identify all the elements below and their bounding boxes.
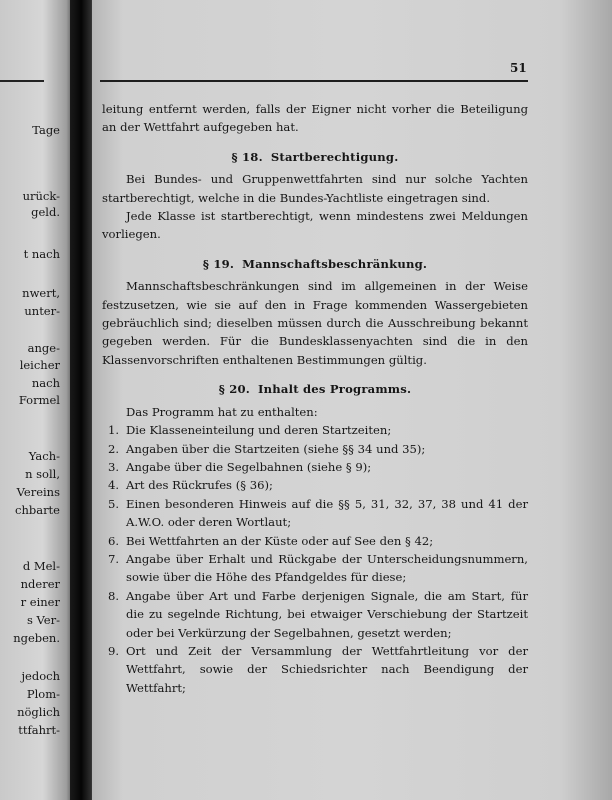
left-page bbox=[0, 0, 78, 800]
left-page-line: nderer bbox=[20, 577, 60, 591]
left-page-line: ttfahrt- bbox=[18, 723, 60, 737]
list-item bbox=[102, 532, 528, 550]
list-item-text: Angabe über die Segelbahnen (siehe § 9); bbox=[126, 459, 372, 474]
right-page bbox=[92, 0, 612, 800]
section-title: Startberechtigung. bbox=[270, 149, 399, 164]
left-page-line: urück- bbox=[22, 189, 60, 203]
list-item-text: Einen besonderen Hinweis auf die §§ 5, 31, 32, 37, 38 und 41 der A.W.O. oder deren Wortlaut; bbox=[126, 496, 528, 530]
list-item bbox=[102, 440, 528, 458]
section-number: § 20. bbox=[218, 382, 251, 397]
section-18-paragraph-1: Bei Bundes- und Gruppenwettfahrten sind nur solche Yachten startberechtigt, welche in die Bundes-Yachtliste eingetragen sind. bbox=[102, 172, 528, 205]
list-item-number: 7. bbox=[108, 551, 120, 566]
left-page-line: chbarte bbox=[15, 503, 60, 517]
left-page-line: nach bbox=[31, 376, 60, 390]
list-item-text: Angaben über die Startzeiten (siehe §§ 34 und 35); bbox=[126, 441, 426, 456]
list-item bbox=[102, 421, 528, 439]
left-page-line: Formel bbox=[18, 393, 60, 407]
list-item-number: 4. bbox=[108, 478, 120, 493]
list-item-text: Art des Rückrufes (§ 36); bbox=[126, 478, 273, 493]
section-20-paragraph-1: Das Programm hat zu enthalten: bbox=[126, 404, 318, 419]
left-page-rule bbox=[0, 80, 44, 82]
left-page-line: n soll, bbox=[25, 467, 60, 481]
left-page-line: leicher bbox=[19, 358, 60, 372]
left-page-line: Vereins bbox=[16, 485, 60, 499]
list-item-number: 9. bbox=[108, 643, 120, 658]
section-title: Mannschaftsbeschränkung. bbox=[242, 256, 428, 271]
left-page-line: t nach bbox=[23, 247, 60, 261]
left-page-line: d Mel- bbox=[22, 559, 60, 573]
section-19-heading bbox=[102, 255, 528, 273]
left-page-line: r einer bbox=[20, 595, 60, 609]
list-item bbox=[102, 642, 528, 697]
left-page-line: nwert, bbox=[22, 286, 60, 300]
left-page-line: unter- bbox=[24, 304, 60, 318]
list-item bbox=[102, 476, 528, 494]
left-page-line: nöglich bbox=[17, 705, 60, 719]
list-item-number: 2. bbox=[108, 441, 120, 456]
list-item bbox=[102, 550, 528, 587]
list-item-number: 3. bbox=[108, 459, 120, 474]
intro-paragraph: leitung entfernt werden, falls der Eigner nicht vorher die Beteiligung an der Wettfahrt aufgegeben hat. bbox=[102, 102, 528, 135]
section-18-heading bbox=[102, 148, 528, 166]
left-page-line: jedoch bbox=[21, 669, 60, 683]
list-item-text: Die Klasseneinteilung und deren Startzeiten; bbox=[126, 423, 392, 438]
section-number: § 18. bbox=[231, 149, 263, 164]
left-page-line: ange- bbox=[27, 341, 60, 355]
left-page-line: s Ver- bbox=[27, 613, 60, 627]
left-page-line: Plom- bbox=[26, 687, 60, 701]
list-item-text: Angabe über Erhalt und Rückgabe der Unterscheidungsnummern, sowie über die Höhe des Pfandgeldes für diese; bbox=[126, 551, 528, 585]
list-item bbox=[102, 458, 528, 476]
list-item-number: 5. bbox=[108, 496, 120, 511]
left-page-line: ngeben. bbox=[13, 631, 60, 645]
section-19-paragraph-1: Mannschaftsbeschränkungen sind im allgemeinen in der Weise festzusetzen, wie sie auf den in Frage kommenden Wassergebieten gebräuchlich sind; dieselben müssen durch die Ausschreibung bekannt gegeben werden. Für die Bundesklassenyachten sind die in den Klassenvorschriften enthaltenen Bestimmungen gültig. bbox=[102, 279, 528, 367]
header-rule bbox=[100, 80, 528, 82]
page-body bbox=[102, 100, 528, 697]
list-item-text: Bei Wettfahrten an der Küste oder auf See den § 42; bbox=[126, 533, 434, 548]
list-item-text: Ort und Zeit der Versammlung der Wettfahrtleitung vor der Wettfahrt, sowie der Schiedsrichter nach Beendigung der Wettfahrt; bbox=[126, 643, 528, 695]
program-contents-list bbox=[102, 421, 528, 697]
list-item-number: 6. bbox=[108, 533, 120, 548]
page-number: 51 bbox=[510, 61, 527, 75]
list-item-text: Angabe über Art und Farbe derjenigen Signale, die am Start, für die zu segelnde Richtung, bei etwaiger Verschiebung der Startzeit oder bei Verkürzung der Segelbahnen, gesetzt werden; bbox=[126, 588, 528, 640]
left-page-line: Yach- bbox=[28, 449, 60, 463]
section-18-paragraph-2: Jede Klasse ist startberechtigt, wenn mindestens zwei Meldungen vorliegen. bbox=[102, 209, 528, 242]
section-20-heading bbox=[102, 380, 528, 398]
list-item-number: 8. bbox=[108, 588, 120, 603]
section-number: § 19. bbox=[202, 256, 235, 271]
left-page-line: Tage bbox=[32, 123, 60, 137]
section-title: Inhalt des Programms. bbox=[258, 382, 412, 397]
left-page-line: geld. bbox=[31, 205, 60, 219]
list-item bbox=[102, 495, 528, 532]
list-item bbox=[102, 587, 528, 642]
list-item-number: 1. bbox=[108, 423, 120, 438]
